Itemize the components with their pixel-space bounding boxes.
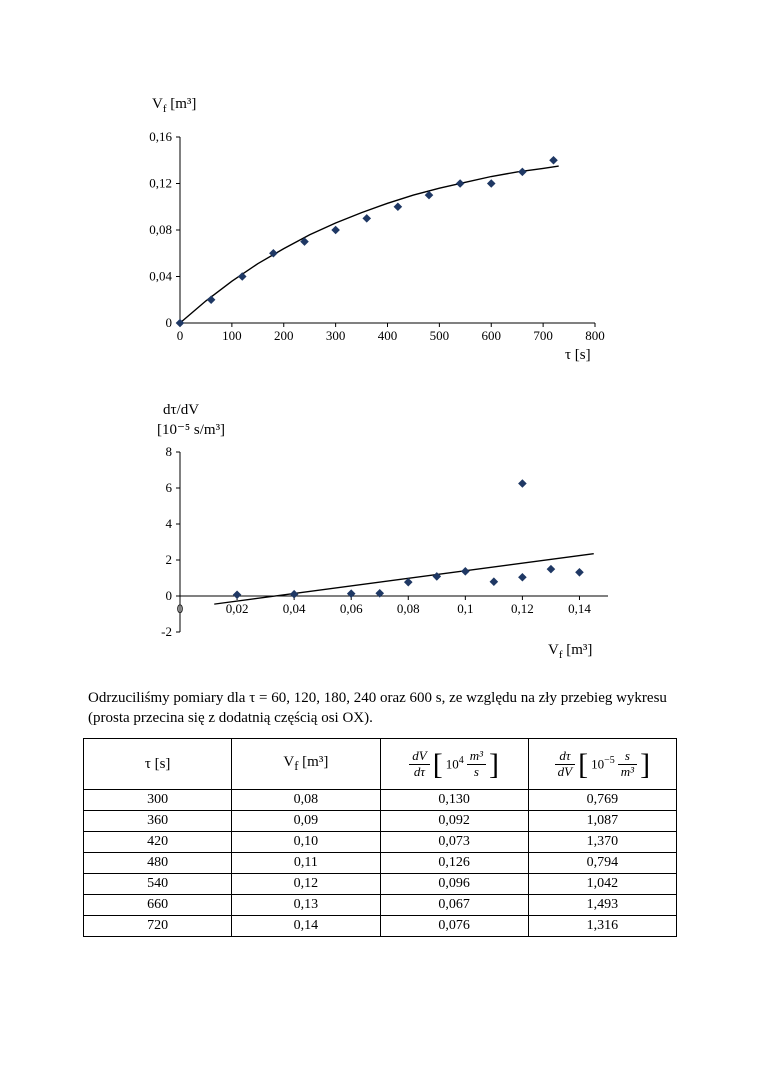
table-row xyxy=(84,790,677,811)
svg-text:100: 100 xyxy=(222,328,242,343)
svg-text:0,14: 0,14 xyxy=(568,601,591,616)
table-cell: 0,126 xyxy=(380,853,528,874)
table-row xyxy=(84,874,677,895)
chart1-data-points xyxy=(176,156,558,327)
svg-text:0,16: 0,16 xyxy=(149,129,172,144)
chart2-axes xyxy=(161,444,608,639)
table-cell: 0,14 xyxy=(232,916,380,937)
column-header-1: $V_f$ [m³] xyxy=(232,739,380,790)
table-cell: 0,11 xyxy=(232,853,380,874)
svg-text:200: 200 xyxy=(274,328,294,343)
table-row xyxy=(84,916,677,937)
table-cell: 0,073 xyxy=(380,832,528,853)
svg-text:0: 0 xyxy=(176,328,184,343)
svg-text:0,08: 0,08 xyxy=(396,601,420,616)
chart2-xlabel-main: V xyxy=(548,642,559,658)
table-cell: 540 xyxy=(84,874,232,895)
svg-text:800: 800 xyxy=(585,328,605,343)
table-cell: 480 xyxy=(84,853,232,874)
table-cell: 0,12 xyxy=(232,874,380,895)
table-cell: 1,087 xyxy=(528,811,676,832)
table-cell: 0,794 xyxy=(528,853,676,874)
chart2-xlabel xyxy=(548,642,592,661)
column-header-2: $\frac{dV}{d\tau}$ [ $10^4$ $\frac{\text{m³}}{s}$ ] xyxy=(380,739,528,790)
table-cell: 420 xyxy=(84,832,232,853)
table-cell: 0,067 xyxy=(380,895,528,916)
svg-text:700: 700 xyxy=(533,328,553,343)
svg-text:0: 0 xyxy=(165,315,172,330)
svg-text:0,12: 0,12 xyxy=(511,601,534,616)
svg-text:6: 6 xyxy=(165,480,172,495)
chart1-title-unit: [m³] xyxy=(166,96,197,112)
svg-text:300: 300 xyxy=(325,328,346,343)
table-cell: 0,092 xyxy=(380,811,528,832)
measurements-table-head xyxy=(84,739,677,790)
svg-text:0,04: 0,04 xyxy=(149,268,172,284)
svg-text:0,06: 0,06 xyxy=(339,601,363,616)
measurements-table xyxy=(83,738,677,937)
svg-text:400: 400 xyxy=(377,328,398,343)
chart2-title-line1: dτ/dV xyxy=(163,402,200,418)
svg-text:-2: -2 xyxy=(161,624,172,639)
chart1-xlabel xyxy=(565,347,591,364)
chart2-title-line2: [10⁻⁵ s/m³] xyxy=(157,422,226,439)
chart2-xlabel-sub: f xyxy=(558,649,563,661)
table-row xyxy=(84,895,677,916)
table-cell: 1,316 xyxy=(528,916,676,937)
svg-text:0,12: 0,12 xyxy=(149,175,172,191)
header-row xyxy=(84,739,677,790)
table-cell: 300 xyxy=(84,790,232,811)
svg-text:500: 500 xyxy=(429,328,450,343)
table-cell: 660 xyxy=(84,895,232,916)
chart1-title-main: V xyxy=(152,96,163,112)
svg-text:0,08: 0,08 xyxy=(149,222,172,237)
svg-text:4: 4 xyxy=(165,516,172,531)
table-cell: 720 xyxy=(84,916,232,937)
svg-text:0,02: 0,02 xyxy=(225,601,249,616)
chart1-fit-curve xyxy=(180,166,559,323)
table-cell: 0,076 xyxy=(380,916,528,937)
svg-text:0,04: 0,04 xyxy=(282,601,306,616)
rejection-note: Odrzuciliśmy pomiary dla τ = 60, 120, 180, 240 oraz 600 s, ze względu na zły przebieg wykresu (prosta przecina się z dodatnią częścią osi OX). xyxy=(88,690,667,727)
svg-text:600: 600 xyxy=(481,328,501,343)
volume-chart-svg xyxy=(140,125,640,375)
svg-text:0: 0 xyxy=(165,588,172,603)
chart2-fit-line xyxy=(214,554,593,604)
table-cell: 1,493 xyxy=(528,895,676,916)
table-cell: 0,10 xyxy=(232,832,380,853)
table-row xyxy=(84,811,677,832)
column-header-0: τ [s] xyxy=(84,739,232,790)
table-row xyxy=(84,853,677,874)
chart2-data-points xyxy=(233,479,584,599)
svg-text:8: 8 xyxy=(165,444,172,459)
chart2-title xyxy=(157,400,226,441)
table-row xyxy=(84,832,677,853)
table-cell: 0,08 xyxy=(232,790,380,811)
svg-text:2: 2 xyxy=(165,552,172,567)
table-cell: 0,09 xyxy=(232,811,380,832)
table-cell: 0,13 xyxy=(232,895,380,916)
measurements-table-body xyxy=(84,790,677,937)
table-cell: 0,130 xyxy=(380,790,528,811)
table-cell: 1,370 xyxy=(528,832,676,853)
table-cell: 0,096 xyxy=(380,874,528,895)
chart1-title-sub: f xyxy=(162,103,167,115)
chart2-xlabel-unit: [m³] xyxy=(562,642,593,658)
chart1-xlabel-text: τ [s] xyxy=(565,347,591,363)
chart1-title xyxy=(152,96,196,115)
table-cell: 0,769 xyxy=(528,790,676,811)
svg-text:0: 0 xyxy=(176,601,184,616)
chart1-axes xyxy=(149,129,605,343)
svg-text:0,1: 0,1 xyxy=(457,601,474,616)
table-cell: 1,042 xyxy=(528,874,676,895)
column-header-3: $\frac{d\tau}{dV}$ [ $10^{-5}$ $\frac{s}{\text{m³}}$ ] xyxy=(528,739,676,790)
table-cell: 360 xyxy=(84,811,232,832)
